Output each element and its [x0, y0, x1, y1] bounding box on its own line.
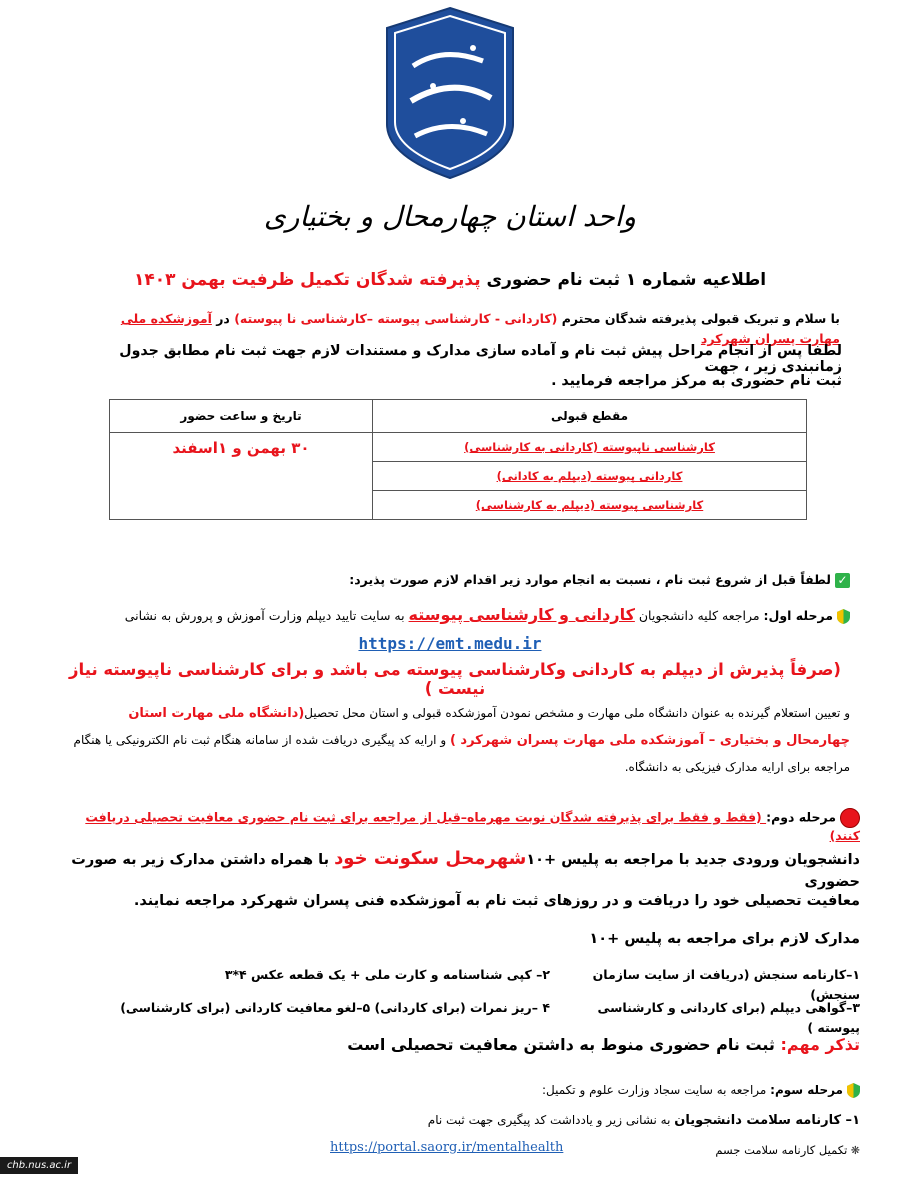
shield-icon	[847, 1083, 860, 1098]
step2-header	[60, 808, 860, 843]
step2-line1-b: شهرمحل سکونت خود	[334, 848, 527, 869]
step3-label: مرحله سوم:	[770, 1083, 843, 1097]
step3-item-b: به نشانی زیر و یادداشت کد پیگیری جهت ثبت نام	[427, 1113, 675, 1127]
notice	[60, 570, 850, 590]
step1-paragraph	[60, 700, 850, 780]
level-row: کاردانی پیوسته (دیپلم به کادانی)	[373, 462, 807, 491]
intro-text-b: (کاردانی - کارشناسی پیوسته –کارشناسی نا پیوسته)	[234, 311, 558, 326]
emt-link[interactable]: https://emt.medu.ir	[358, 634, 542, 653]
step1-line	[60, 605, 850, 624]
intro-line3: ثبت نام حضوری به مرکز مراجعه فرمایید .	[551, 373, 842, 389]
notice-text: لطفاً قبل از شروع ثبت نام ، نسبت به انجام موارد زیر اقدام لازم صورت پذیرد:	[349, 572, 831, 587]
intro-text-d: آموزشکده ملی مهارت پسران شهرکرد	[120, 311, 840, 346]
reminder	[60, 1035, 860, 1054]
schedule-table	[109, 399, 807, 520]
title-part2: پذیرفته شدگان تکمیل ظرفیت بهمن ۱۴۰۳	[133, 270, 481, 290]
doc-item-4: ۴ –ریز نمرات (برای کاردانی) ۵–لغو معافیت کاردانی (برای کارشناسی)	[120, 1000, 550, 1015]
intro-text-a: با سلام و تبریک قبولی پذیرفته شدگان محترم	[557, 311, 840, 326]
level-row: کارشناسی پیوسته (دیپلم به کارشناسی)	[373, 491, 807, 520]
step3-item	[60, 1113, 860, 1128]
shield-icon	[837, 609, 850, 624]
step1-para-e: مراجعه برای ارایه مدارک فیزیکی به دانشگاه.	[624, 760, 850, 774]
header-level: مقطع قبولی	[373, 400, 807, 433]
step3-bullet-text: تکمیل کارنامه سلامت جسم	[715, 1143, 848, 1157]
step2-line1-c: با همراه داشتن مدارک زیر به صورت حضوری	[71, 852, 860, 890]
step2-label: مرحله دوم:	[766, 809, 836, 825]
step3-bullet	[640, 1143, 860, 1157]
step1-para-b: (دانشگاه ملی مهارت استان	[128, 706, 305, 721]
step3-line	[60, 1083, 860, 1098]
red-circle-icon	[840, 808, 860, 828]
step2-line1-a: دانشجویان ورودی جدید با مراجعه به پلیس +۱۰	[526, 852, 860, 868]
step1-text-a: مراجعه کلیه دانشجویان	[634, 608, 764, 623]
mentalhealth-link[interactable]: https://portal.saorg.ir/mentalhealth	[330, 1140, 564, 1155]
level-row: کارشناسی ناپیوسته (کاردانی به کارشناسی)	[373, 433, 807, 462]
doc-item-1: ۱–کارنامه سنجش (دریافت از سایت سازمان سنجش)	[592, 967, 860, 1002]
step1-label: مرحله اول:	[763, 608, 833, 623]
site-badge[interactable]: chb.nus.ac.ir	[0, 1157, 78, 1174]
step3-item-a: ۱– کارنامه سلامت دانشجویان	[674, 1113, 860, 1128]
step1-para-d: و ارایه کد پیگیری دریافت شده از سامانه هنگام ثبت نام الکترونیکی یا هنگام	[73, 733, 450, 747]
step2-highlight: (فقط و فقط برای پذیرفته شدگان نوبت مهرماه–قبل از مراجعه برای ثبت نام حضوری معافیت تحصیلی دریافت کنند)	[85, 809, 860, 843]
step1-para-a: و تعیین استعلام گیرنده به عنوان دانشگاه ملی مهارت و مشخص نمودن آموزشکده قبولی و استان محل تحصیل	[304, 706, 850, 720]
attendance-date: ۳۰ بهمن و ۱اسفند	[110, 433, 373, 520]
intro-text-c: در	[211, 311, 235, 326]
step2-line1	[60, 848, 860, 893]
intro-line2: لطفا پس از انجام مراحل پیش ثبت نام و آماده سازی مدارک و مستندات لازم جهت ثبت نام مطابق جدول زمانبندی زیر ، جهت	[119, 343, 842, 375]
university-logo	[383, 6, 517, 180]
header-date: تاریخ و ساعت حضور	[110, 400, 373, 433]
step1-para-c: چهارمحال و بختیاری – آموزشکده ملی مهارت پسران شهرکرد )	[449, 733, 850, 748]
step1-note: (صرفاً پذیرش از دیپلم به کاردانی وکارشناسی پیوسته می باشد و برای کارشناسی ناپیوسته نیاز نیست )	[69, 660, 841, 698]
step1-text-b: به سایت تایید دیپلم وزارت آموزش و پرورش به نشانی	[124, 608, 409, 623]
unit-name: واحد استان چهارمحال و بختیاری	[263, 200, 637, 233]
title-part1: اطلاعیه شماره ۱ ثبت نام حضوری	[480, 270, 767, 290]
bullet-icon: ❋	[847, 1144, 860, 1157]
docs-title: مدارک لازم برای مراجعه به پلیس +۱۰	[589, 931, 860, 947]
doc-item-3: ۳–گواهی دیپلم (برای کاردانی و کارشناسی پیوسته )	[597, 1000, 860, 1035]
reminder-label: تذکر مهم:	[780, 1035, 860, 1054]
page-title	[60, 270, 840, 290]
step1-highlight: کاردانی و کارشناسی پیوسته	[408, 605, 635, 624]
step2-line2: معافیت تحصیلی خود را دریافت و در روزهای ثبت نام به آموزشکده فنی پسران شهرکرد مراجعه نمایند.	[133, 893, 860, 909]
doc-item-2: ۲– کپی شناسنامه و کارت ملی + یک قطعه عکس ۴*۳	[224, 967, 550, 982]
step3-text: مراجعه به سایت سجاد وزارت علوم و تکمیل:	[541, 1083, 771, 1097]
reminder-text: ثبت نام حضوری منوط به داشتن معافیت تحصیلی است	[347, 1035, 781, 1054]
checkmark-icon: ✓	[835, 573, 850, 588]
